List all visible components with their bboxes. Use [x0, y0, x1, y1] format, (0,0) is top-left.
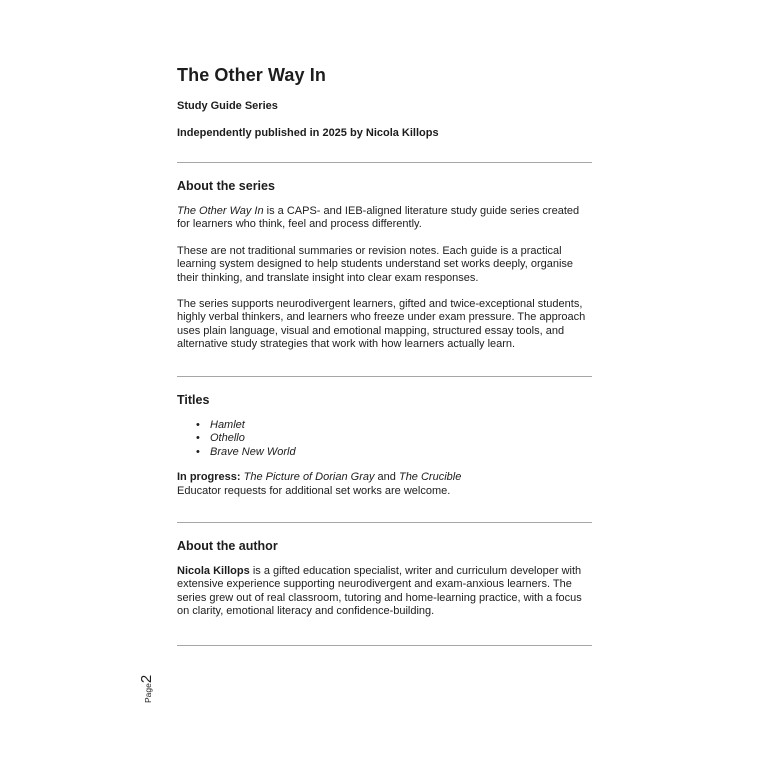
author-name: Nicola Killops	[177, 564, 250, 577]
in-progress-title: The Crucible	[398, 471, 462, 484]
titles-list	[177, 419, 592, 460]
paragraph-author-bio	[177, 565, 592, 619]
paragraph-text: is a CAPS- and IEB-aligned literature study guide series created for learners who think, feel and process differently.	[177, 205, 580, 231]
in-progress-label: In progress:	[177, 471, 241, 484]
paragraph-series-audience: The series supports neurodivergent learners, gifted and twice-exceptional students, highly verbal thinkers, and learners who freeze under exam pressure. The approach uses plain language, visual and emotional mapping, structured essay tools, and alternative study strategies that work with how learners actually learn.	[177, 298, 586, 351]
in-progress-line	[177, 471, 592, 484]
section-divider	[177, 645, 592, 646]
section-heading-titles: Titles	[177, 392, 210, 407]
list-item-title	[177, 446, 592, 460]
title-text: Brave New World	[210, 445, 296, 458]
list-item-title	[177, 432, 592, 446]
page-number-value: 2	[138, 674, 155, 684]
page-number-label: Page	[143, 683, 153, 703]
title-text: Othello	[210, 432, 245, 445]
page-content	[177, 0, 592, 662]
bullet-icon: •	[196, 418, 200, 431]
series-title-italic: The Other Way In	[177, 205, 264, 217]
series-subtitle: Study Guide Series	[177, 100, 278, 112]
publisher-line: Independently published in 2025 by Nicola Killops	[177, 127, 439, 139]
bullet-icon: •	[196, 432, 200, 445]
list-item-title	[177, 419, 592, 433]
section-heading-about-author: About the author	[177, 538, 278, 553]
title-text: Hamlet	[210, 418, 245, 431]
page-number-sideways	[138, 669, 158, 703]
educator-note: Educator requests for additional set works are welcome.	[177, 484, 451, 497]
paragraph-series-description: These are not traditional summaries or revision notes. Each guide is a practical learning system designed to help students understand set works deeply, organise their thinking, and translate insight into clear exam responses.	[177, 244, 574, 284]
paragraph-text: is a gifted education specialist, writer and curriculum developer with extensive experience supporting neurodivergent and exam-anxious learners. The series grew out of real classroom, tutoring and home-learning practice, with a focus on clarity, emotional literacy and confidence-building.	[177, 564, 582, 618]
in-progress-connector: and	[377, 471, 396, 484]
section-heading-about-series: About the series	[177, 179, 275, 193]
page-title: The Other Way In	[177, 65, 326, 85]
section-divider	[177, 162, 592, 163]
paragraph-series-intro	[177, 205, 592, 232]
in-progress-title: The Picture of Dorian Gray	[243, 471, 375, 484]
section-divider	[177, 522, 592, 523]
bullet-icon: •	[196, 445, 200, 458]
section-divider	[177, 376, 592, 377]
